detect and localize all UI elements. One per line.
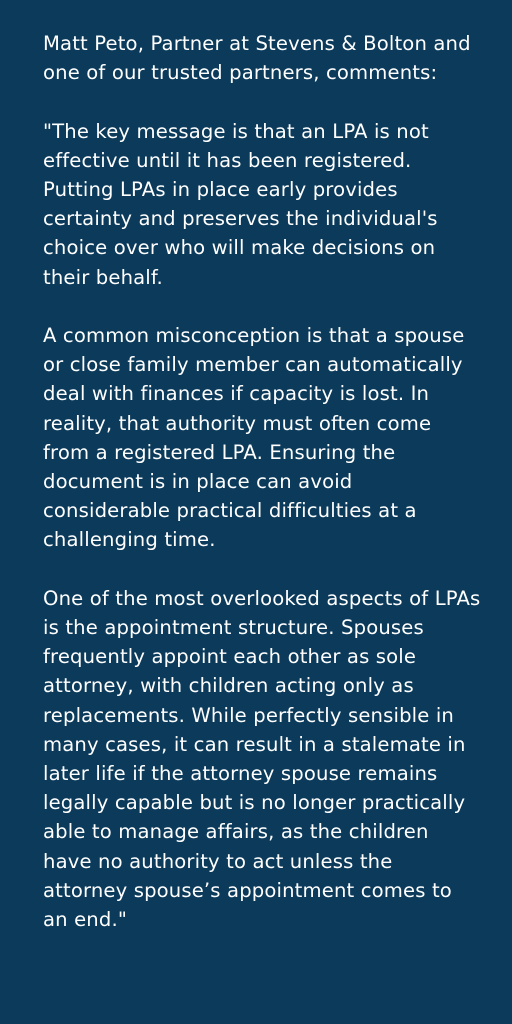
quote-paragraph-3: One of the most overlooked aspects of LPAs is the appointment structure. Spouses frequently appoint each other as sole attorney, with children acting only as replacements. While perfectly sensible in many cases, it can result in a stalemate in later life if the attorney spouse remains legally capable but is no longer practically able to manage affairs, as the children have no authority to act unless the attorney spouse’s appointment comes to an end."	[43, 586, 481, 932]
quote-paragraph-2: A common misconception is that a spouse or close family member can automatically deal with finances if capacity is lost. In reality, that authority must often come from a registered LPA. Ensuring the document is in place can avoid considerable practical difficulties at a challenging time.	[43, 324, 465, 552]
quote-paragraph-1: "The key message is that an LPA is not effective until it has been registered. Putting LPAs in place early provides certainty and preserves the individual's choice over who will make decisions on their behalf.	[43, 119, 438, 289]
quote-intro: Matt Peto, Partner at Stevens & Bolton and one of our trusted partners, comments:	[43, 32, 471, 85]
